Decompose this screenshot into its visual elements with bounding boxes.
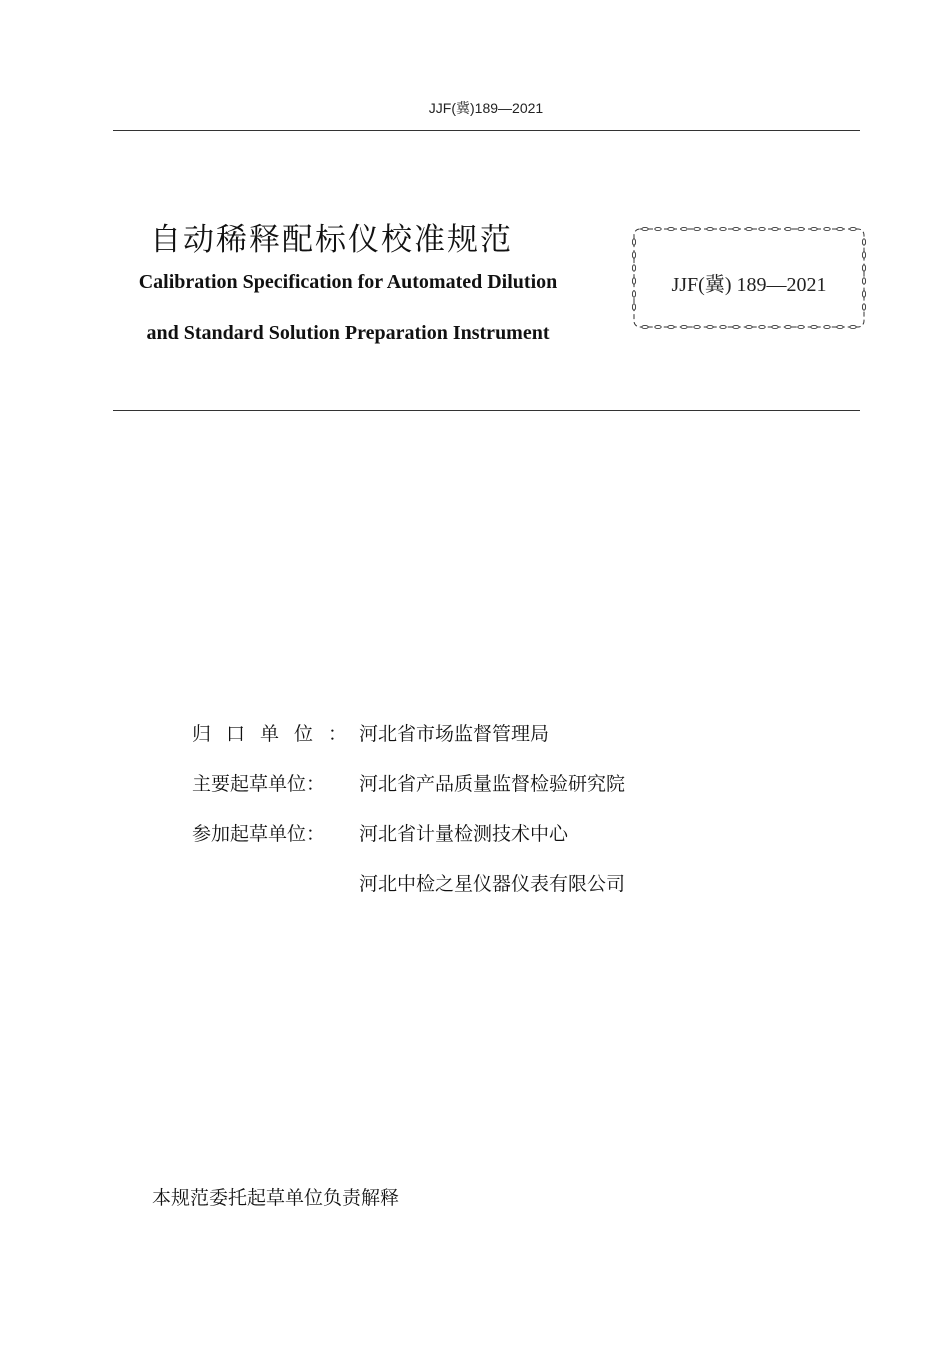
border-bead-icon <box>862 239 865 245</box>
border-bead-icon <box>785 325 791 328</box>
border-bead-icon <box>642 325 648 328</box>
border-bead-icon <box>632 239 635 245</box>
responsible-unit-label: 归口单位： <box>192 723 363 745</box>
border-bead-icon <box>720 325 726 328</box>
border-bead-icon <box>720 227 726 230</box>
border-bead-icon <box>746 325 752 328</box>
border-bead-icon <box>632 252 635 258</box>
border-bead-icon <box>850 227 856 230</box>
border-bead-icon <box>862 252 865 258</box>
border-bead-icon <box>759 227 765 230</box>
participating-drafter-value-1: 河北省计量检测技术中心 <box>359 823 569 845</box>
title-divider <box>113 410 860 411</box>
border-bead-icon <box>655 227 661 230</box>
border-bead-icon <box>707 325 713 328</box>
border-bead-icon <box>837 227 843 230</box>
interpretation-note: 本规范委托起草单位负责解释 <box>152 1187 400 1209</box>
participating-drafter-value-2: 河北中检之星仪器仪表有限公司 <box>359 873 626 895</box>
participating-drafter-label: 参加起草单位： <box>192 823 326 845</box>
border-bead-icon <box>733 325 739 328</box>
border-bead-icon <box>642 227 648 230</box>
border-bead-icon <box>850 325 856 328</box>
border-bead-icon <box>681 227 687 230</box>
header-divider <box>113 130 860 131</box>
border-bead-icon <box>668 325 674 328</box>
border-bead-icon <box>772 325 778 328</box>
standard-code-box <box>631 226 867 330</box>
border-bead-icon <box>632 304 635 310</box>
chinese-title: 自动稀释配标仪校准规范 <box>150 222 513 258</box>
border-bead-icon <box>798 325 804 328</box>
border-bead-icon <box>681 325 687 328</box>
border-bead-icon <box>759 325 765 328</box>
border-bead-icon <box>837 325 843 328</box>
border-bead-icon <box>733 227 739 230</box>
border-bead-icon <box>746 227 752 230</box>
standard-code-text: JJF(冀) 189—2021 <box>671 274 827 296</box>
english-title-line-1: Calibration Specification for Automated Dilution <box>138 271 558 293</box>
border-bead-icon <box>862 304 865 310</box>
border-bead-icon <box>785 227 791 230</box>
border-bead-icon <box>772 227 778 230</box>
border-bead-icon <box>824 227 830 230</box>
border-bead-icon <box>798 227 804 230</box>
border-bead-icon <box>668 227 674 230</box>
responsible-unit-value: 河北省市场监督管理局 <box>359 723 550 745</box>
english-title-line-2: and Standard Solution Preparation Instrument <box>146 322 550 344</box>
border-bead-icon <box>707 227 713 230</box>
border-bead-icon <box>694 227 700 230</box>
border-bead-icon <box>694 325 700 328</box>
border-bead-icon <box>824 325 830 328</box>
header-standard-code: JJF(冀)189—2021 <box>428 100 544 116</box>
border-bead-icon <box>811 325 817 328</box>
border-bead-icon <box>811 227 817 230</box>
main-drafter-label: 主要起草单位： <box>192 773 326 795</box>
border-bead-icon <box>655 325 661 328</box>
main-drafter-value: 河北省产品质量监督检验研究院 <box>359 773 626 795</box>
